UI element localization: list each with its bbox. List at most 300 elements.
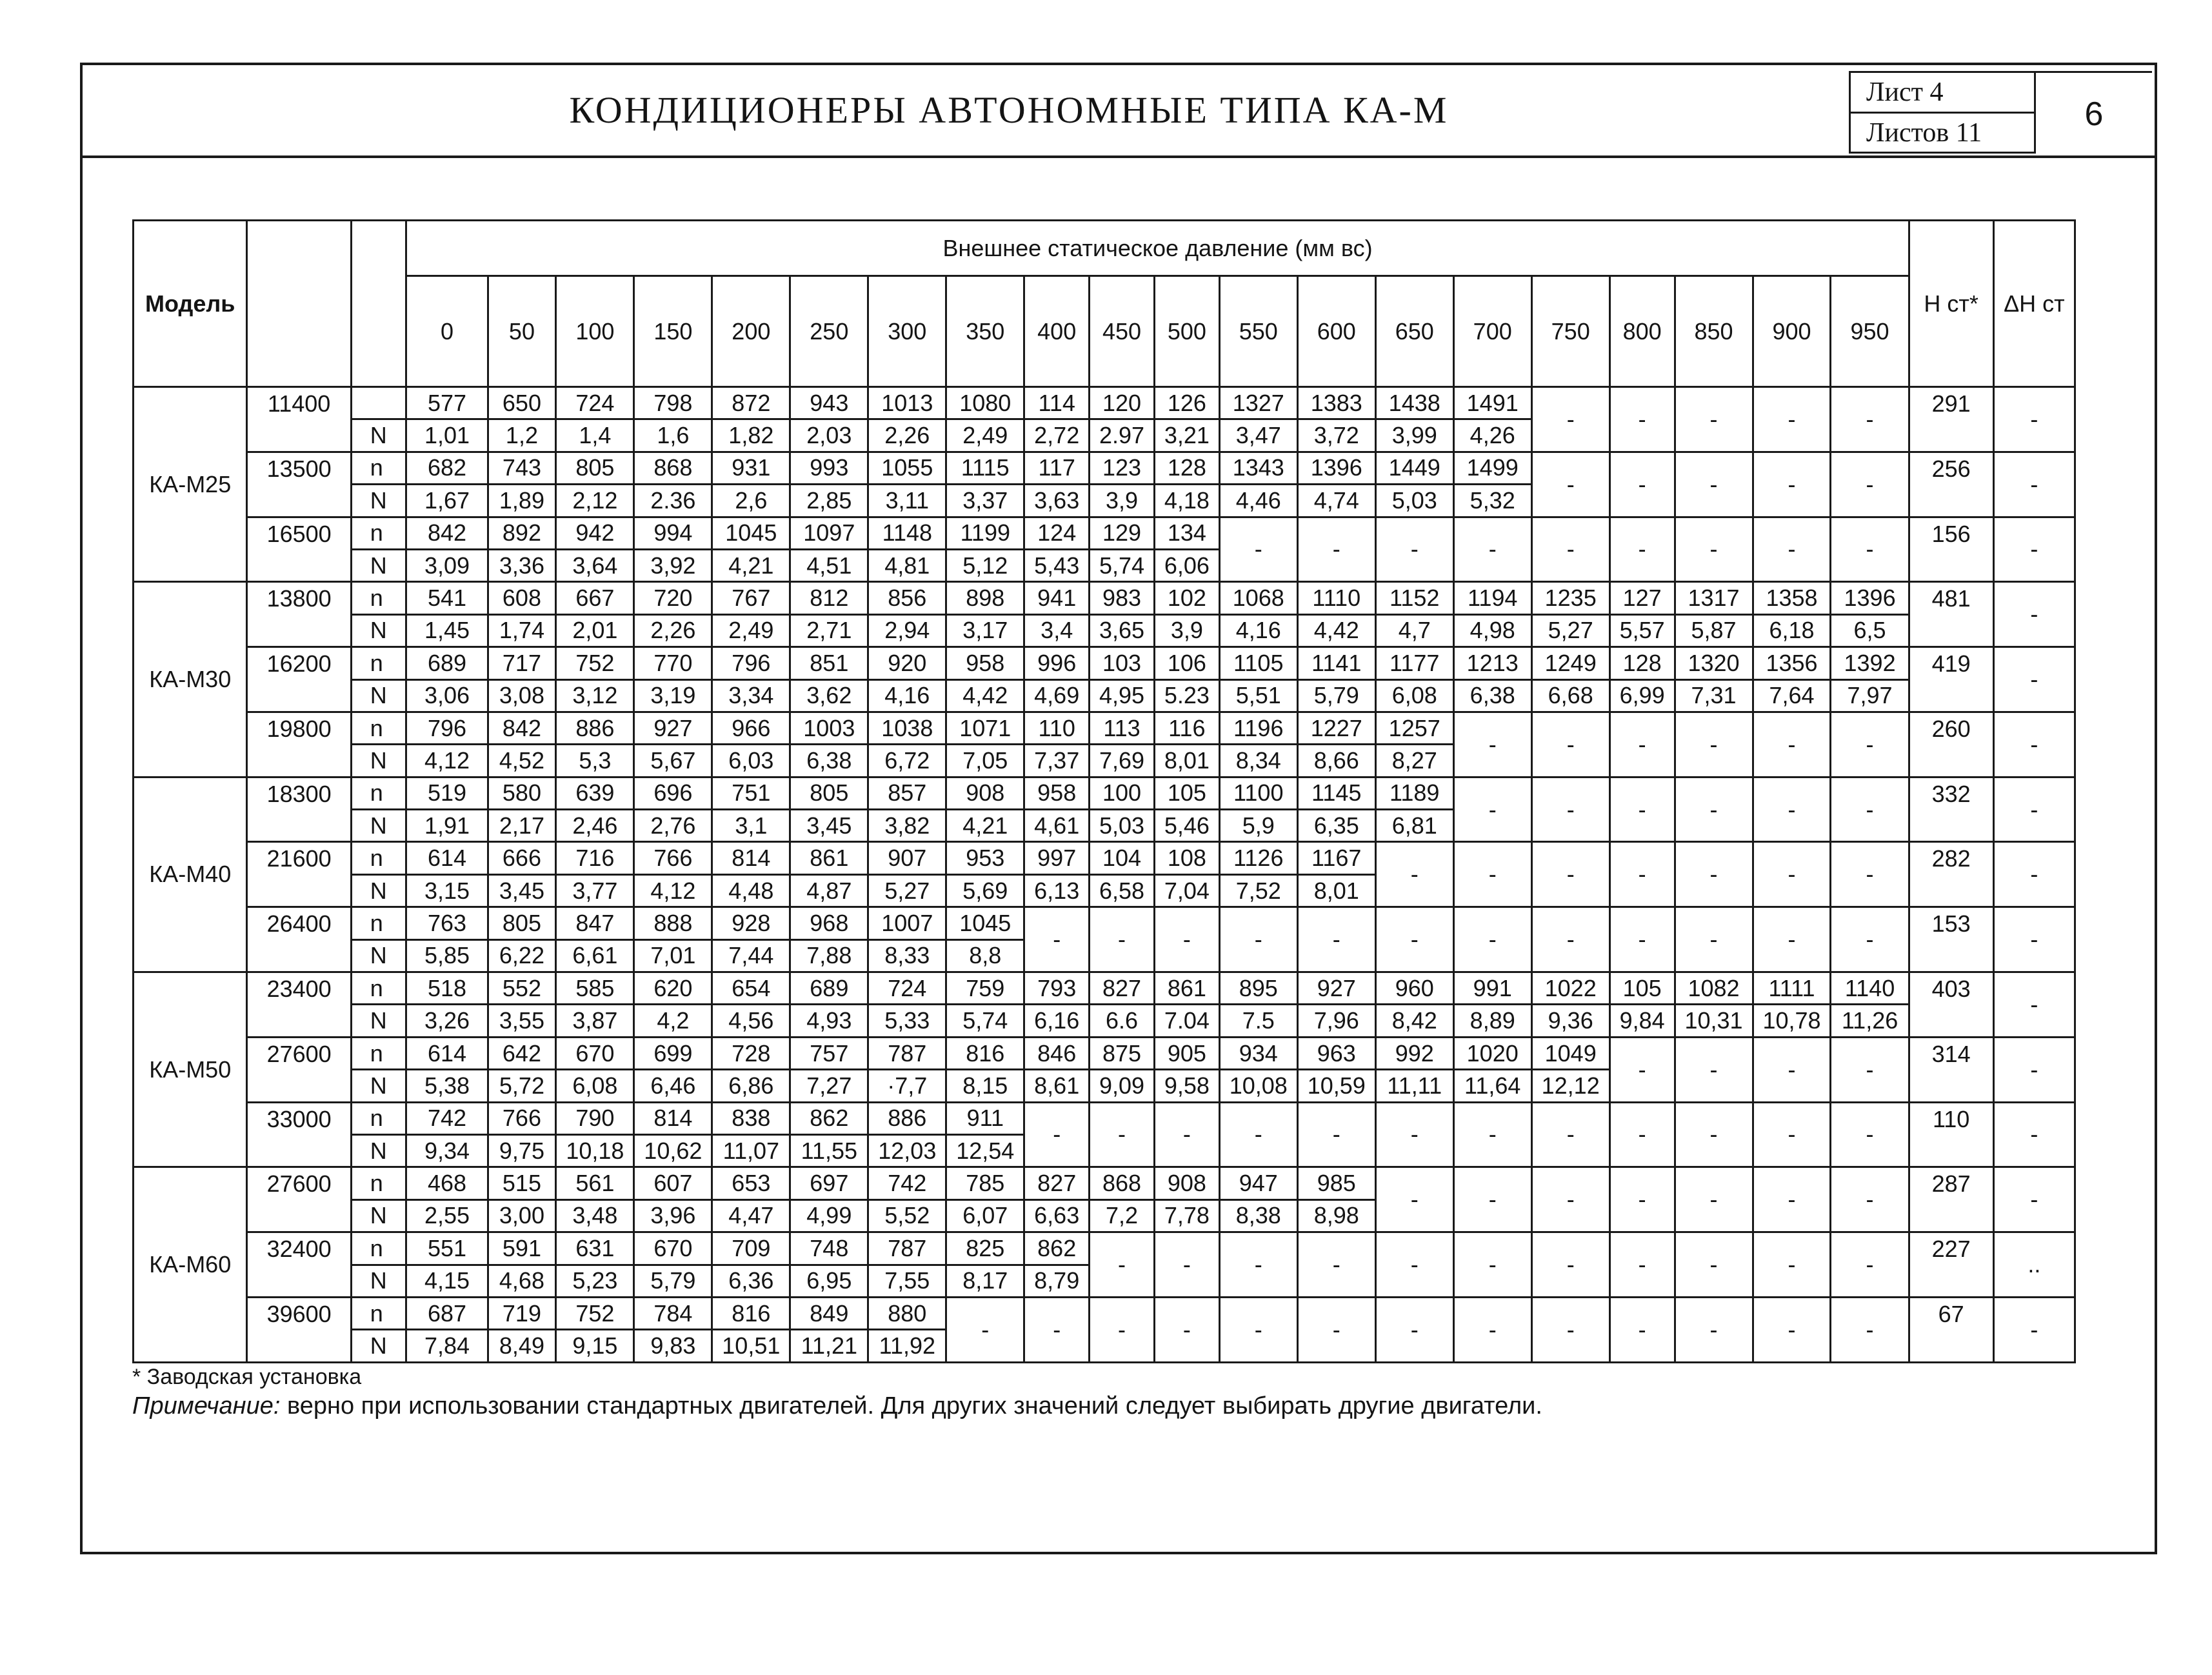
power-value-cell: 4,95 (1090, 679, 1155, 712)
empty-value-cell: - (1609, 452, 1675, 517)
rpm-value-cell: 1196 (1219, 712, 1297, 744)
rpm-value-cell: 958 (1024, 777, 1090, 809)
power-value-cell: 6,5 (1831, 614, 1909, 647)
rpm-value-cell: 114 (1024, 387, 1090, 419)
unit-label-cell: n (351, 452, 406, 484)
pressure-header-cell: 450 (1090, 276, 1155, 387)
power-value-cell: 3,63 (1024, 485, 1090, 517)
empty-value-cell: - (1675, 777, 1753, 842)
power-value-cell: 5,52 (868, 1199, 946, 1232)
power-value-cell: 4,21 (946, 810, 1024, 842)
power-value-cell: 8,33 (868, 939, 946, 972)
unit-label-cell: N (351, 1199, 406, 1232)
power-value-cell: 3,9 (1090, 485, 1155, 517)
rpm-value-cell: 827 (1024, 1167, 1090, 1199)
power-value-cell: 6,68 (1531, 679, 1609, 712)
power-value-cell: 6,07 (946, 1199, 1024, 1232)
power-value-cell: 7,01 (634, 939, 712, 972)
power-value-cell: 5,33 (868, 1005, 946, 1037)
power-value-cell: 4,15 (406, 1265, 488, 1297)
empty-value-cell: - (1531, 1232, 1609, 1298)
power-value-cell: 5,32 (1453, 485, 1531, 517)
unit-label-cell: n (351, 1037, 406, 1069)
power-value-cell: 3,47 (1219, 419, 1297, 452)
table-row (134, 777, 2075, 809)
table-row (134, 907, 2075, 939)
power-value-cell: 9,34 (406, 1134, 488, 1167)
empty-value-cell: - (1609, 907, 1675, 972)
power-value-cell: 7,55 (868, 1265, 946, 1297)
rpm-value-cell: 947 (1219, 1167, 1297, 1199)
unit-label-cell: n (351, 842, 406, 874)
rpm-value-cell: 1013 (868, 387, 946, 419)
power-value-cell: 6,36 (712, 1265, 790, 1297)
power-value-cell: 2,26 (868, 419, 946, 452)
capacity-cell: 16200 (247, 647, 351, 712)
rpm-value-cell: 842 (488, 712, 556, 744)
power-value-cell: 3,11 (868, 485, 946, 517)
unit-column-header (351, 221, 406, 387)
power-value-cell: 3,12 (556, 679, 634, 712)
empty-value-cell: - (1375, 1167, 1453, 1232)
empty-value-cell: - (1531, 517, 1609, 582)
rpm-value-cell: 856 (868, 582, 946, 614)
rpm-value-cell: 994 (634, 517, 712, 549)
rpm-value-cell: 105 (1154, 777, 1219, 809)
dhst-value-cell: - (1993, 517, 2075, 582)
table-row (134, 647, 2075, 679)
unit-label-cell: N (351, 419, 406, 452)
empty-value-cell: - (1609, 1297, 1675, 1362)
rpm-value-cell: 963 (1297, 1037, 1375, 1069)
power-value-cell: 6,35 (1297, 810, 1375, 842)
note-label: Примечание: (132, 1392, 281, 1419)
empty-value-cell: - (1024, 1297, 1090, 1362)
rpm-value-cell: 127 (1609, 582, 1675, 614)
rpm-value-cell: 816 (946, 1037, 1024, 1069)
empty-value-cell: - (1831, 842, 1909, 907)
rpm-value-cell: 1356 (1753, 647, 1831, 679)
power-value-cell: 5,27 (1531, 614, 1609, 647)
empty-value-cell: - (1609, 777, 1675, 842)
power-value-cell: 6,99 (1609, 679, 1675, 712)
empty-value-cell: - (1831, 1037, 1909, 1102)
empty-value-cell: - (1453, 842, 1531, 907)
power-value-cell: 6,16 (1024, 1005, 1090, 1037)
rpm-value-cell: 631 (556, 1232, 634, 1265)
power-value-cell: 9,36 (1531, 1005, 1609, 1037)
dhst-value-cell: - (1993, 1167, 2075, 1232)
power-value-cell: 7,05 (946, 745, 1024, 777)
empty-value-cell: - (1297, 1297, 1375, 1362)
power-value-cell: 5,03 (1375, 485, 1453, 517)
pressure-header-cell: 550 (1219, 276, 1297, 387)
power-value-cell: 8,01 (1154, 745, 1219, 777)
table-row (134, 614, 2075, 647)
power-value-cell: 4,87 (790, 874, 868, 907)
empty-value-cell: - (1753, 907, 1831, 972)
pressure-header-cell: 500 (1154, 276, 1219, 387)
rpm-value-cell: 687 (406, 1297, 488, 1329)
rpm-value-cell: 862 (790, 1102, 868, 1134)
empty-value-cell: - (1531, 452, 1609, 517)
rpm-value-cell: 124 (1024, 517, 1090, 549)
empty-value-cell: - (1675, 1167, 1753, 1232)
power-value-cell: 3,72 (1297, 419, 1375, 452)
power-value-cell: 3,08 (488, 679, 556, 712)
rpm-value-cell: 682 (406, 452, 488, 484)
power-value-cell: 8,98 (1297, 1199, 1375, 1232)
power-value-cell: 11,64 (1453, 1070, 1531, 1102)
rpm-value-cell: 108 (1154, 842, 1219, 874)
power-value-cell: 9,83 (634, 1330, 712, 1363)
rpm-value-cell: 561 (556, 1167, 634, 1199)
power-value-cell: 5,87 (1675, 614, 1753, 647)
empty-value-cell: - (1753, 387, 1831, 452)
power-value-cell: 1,45 (406, 614, 488, 647)
rpm-value-cell: 992 (1375, 1037, 1453, 1069)
empty-value-cell: - (1609, 1232, 1675, 1298)
rpm-value-cell: 1177 (1375, 647, 1453, 679)
empty-value-cell: - (1219, 1232, 1297, 1298)
rpm-value-cell: 787 (868, 1232, 946, 1265)
rpm-value-cell: 607 (634, 1167, 712, 1199)
empty-value-cell: - (1453, 517, 1531, 582)
rpm-value-cell: 997 (1024, 842, 1090, 874)
empty-value-cell: - (1090, 907, 1155, 972)
rpm-value-cell: 942 (556, 517, 634, 549)
rpm-value-cell: 1055 (868, 452, 946, 484)
unit-label-cell: n (351, 1102, 406, 1134)
power-value-cell: 5,79 (1297, 679, 1375, 712)
rpm-value-cell: 991 (1453, 972, 1531, 1005)
empty-value-cell: - (1453, 1297, 1531, 1362)
rpm-value-cell: 1327 (1219, 387, 1297, 419)
rpm-value-cell: 796 (712, 647, 790, 679)
rpm-value-cell: 1110 (1297, 582, 1375, 614)
empty-value-cell: - (1453, 1232, 1531, 1298)
power-value-cell: 5,43 (1024, 549, 1090, 581)
power-value-cell: 10,51 (712, 1330, 790, 1363)
empty-value-cell: - (1453, 1167, 1531, 1232)
pressure-header-cell: 900 (1753, 276, 1831, 387)
rpm-value-cell: 1020 (1453, 1037, 1531, 1069)
unit-label-cell: N (351, 679, 406, 712)
capacity-cell: 18300 (247, 777, 351, 842)
rpm-value-cell: 814 (712, 842, 790, 874)
empty-value-cell: - (1831, 1167, 1909, 1232)
power-value-cell: 5,23 (556, 1265, 634, 1297)
power-value-cell: 3,4 (1024, 614, 1090, 647)
table-row (134, 1167, 2075, 1199)
rpm-value-cell: 103 (1090, 647, 1155, 679)
table-row (134, 712, 2075, 744)
rpm-value-cell: 129 (1090, 517, 1155, 549)
power-value-cell: 4,48 (712, 874, 790, 907)
power-value-cell: 4,99 (790, 1199, 868, 1232)
dhst-value-cell: - (1993, 1297, 2075, 1362)
power-value-cell: 8,66 (1297, 745, 1375, 777)
power-value-cell: 8,8 (946, 939, 1024, 972)
power-value-cell: 3,48 (556, 1199, 634, 1232)
pressure-header-cell: 350 (946, 276, 1024, 387)
unit-label-cell: N (351, 1330, 406, 1363)
model-column-header: Модель (134, 221, 247, 387)
hst-value-cell: 287 (1909, 1167, 1993, 1232)
empty-value-cell: - (1090, 1102, 1155, 1167)
power-value-cell: 5,27 (868, 874, 946, 907)
power-value-cell: 8,79 (1024, 1265, 1090, 1297)
rpm-value-cell: 1499 (1453, 452, 1531, 484)
power-value-cell: 4,12 (406, 745, 488, 777)
unit-label-cell: N (351, 745, 406, 777)
empty-value-cell: - (1753, 1037, 1831, 1102)
rpm-value-cell: 117 (1024, 452, 1090, 484)
dhst-value-cell: - (1993, 582, 2075, 647)
empty-value-cell: - (1753, 1167, 1831, 1232)
hst-value-cell: 419 (1909, 647, 1993, 712)
rpm-value-cell: 888 (634, 907, 712, 939)
empty-value-cell: - (1219, 1297, 1297, 1362)
pressure-header-cell: 950 (1831, 276, 1909, 387)
power-value-cell: 4,51 (790, 549, 868, 581)
rpm-value-cell: 1396 (1297, 452, 1375, 484)
power-value-cell: 10,62 (634, 1134, 712, 1167)
hst-value-cell: 110 (1909, 1102, 1993, 1167)
capacity-cell: 19800 (247, 712, 351, 777)
power-value-cell: 2,94 (868, 614, 946, 647)
power-value-cell: 6,95 (790, 1265, 868, 1297)
empty-value-cell: - (1531, 907, 1609, 972)
rpm-value-cell: 880 (868, 1297, 946, 1329)
table-row (134, 1037, 2075, 1069)
rpm-value-cell: 1045 (712, 517, 790, 549)
rpm-value-cell: 551 (406, 1232, 488, 1265)
rpm-value-cell: 134 (1154, 517, 1219, 549)
rpm-value-cell: 709 (712, 1232, 790, 1265)
rpm-value-cell: 519 (406, 777, 488, 809)
rpm-value-cell: 518 (406, 972, 488, 1005)
unit-label-cell: n (351, 712, 406, 744)
power-value-cell: 3,64 (556, 549, 634, 581)
empty-value-cell: - (1531, 1297, 1609, 1362)
dhst-value-cell: - (1993, 907, 2075, 972)
rpm-value-cell: 724 (868, 972, 946, 1005)
power-value-cell: 6,61 (556, 939, 634, 972)
rpm-value-cell: 1383 (1297, 387, 1375, 419)
performance-table (132, 219, 2076, 1363)
capacity-cell: 21600 (247, 842, 351, 907)
dhst-value-cell: - (1993, 647, 2075, 712)
rpm-value-cell: 1007 (868, 907, 946, 939)
rpm-value-cell: 123 (1090, 452, 1155, 484)
power-value-cell: 8,38 (1219, 1199, 1297, 1232)
power-value-cell: 4,26 (1453, 419, 1531, 452)
table-row (134, 842, 2075, 874)
rpm-value-cell: 1491 (1453, 387, 1531, 419)
rpm-value-cell: 966 (712, 712, 790, 744)
power-value-cell: 8,17 (946, 1265, 1024, 1297)
power-value-cell: 2,71 (790, 614, 868, 647)
empty-value-cell: - (1753, 1297, 1831, 1362)
rpm-value-cell: 719 (488, 1297, 556, 1329)
rpm-value-cell: 724 (556, 387, 634, 419)
rpm-value-cell: 805 (556, 452, 634, 484)
unit-label-cell: N (351, 1265, 406, 1297)
rpm-value-cell: 757 (790, 1037, 868, 1069)
rpm-value-cell: 1022 (1531, 972, 1609, 1005)
empty-value-cell: - (1831, 777, 1909, 842)
power-value-cell: 7,52 (1219, 874, 1297, 907)
empty-value-cell: - (1753, 1232, 1831, 1298)
empty-value-cell: - (1531, 777, 1609, 842)
pressure-header-cell: 650 (1375, 276, 1453, 387)
rpm-value-cell: 875 (1090, 1037, 1155, 1069)
dhst-value-cell: - (1993, 1037, 2075, 1102)
empty-value-cell: - (1831, 1297, 1909, 1362)
rpm-value-cell: 1038 (868, 712, 946, 744)
power-value-cell: 4,61 (1024, 810, 1090, 842)
empty-value-cell: - (1675, 1232, 1753, 1298)
power-value-cell: 2,49 (712, 614, 790, 647)
empty-value-cell: - (1675, 1102, 1753, 1167)
rpm-value-cell: 1449 (1375, 452, 1453, 484)
dhst-value-cell: - (1993, 777, 2075, 842)
power-value-cell: 1,4 (556, 419, 634, 452)
rpm-value-cell: 752 (556, 1297, 634, 1329)
power-value-cell: 8,49 (488, 1330, 556, 1363)
rpm-value-cell: 1003 (790, 712, 868, 744)
rpm-value-cell: 908 (946, 777, 1024, 809)
rpm-value-cell: 1235 (1531, 582, 1609, 614)
empty-value-cell: - (1753, 842, 1831, 907)
power-value-cell: 4,42 (1297, 614, 1375, 647)
capacity-cell: 39600 (247, 1297, 351, 1362)
power-value-cell: 2,12 (556, 485, 634, 517)
empty-value-cell: - (1609, 712, 1675, 777)
rpm-value-cell: 697 (790, 1167, 868, 1199)
rpm-value-cell: 846 (1024, 1037, 1090, 1069)
power-value-cell: 7,2 (1090, 1199, 1155, 1232)
rpm-value-cell: 1082 (1675, 972, 1753, 1005)
rpm-value-cell: 805 (488, 907, 556, 939)
hst-value-cell: 332 (1909, 777, 1993, 842)
power-value-cell: 8,01 (1297, 874, 1375, 907)
power-value-cell: 1,74 (488, 614, 556, 647)
rpm-value-cell: 814 (634, 1102, 712, 1134)
rpm-value-cell: 953 (946, 842, 1024, 874)
unit-label-cell: n (351, 582, 406, 614)
power-value-cell: 2,26 (634, 614, 712, 647)
power-value-cell: 6,72 (868, 745, 946, 777)
empty-value-cell: - (1375, 907, 1453, 972)
power-value-cell: 1,91 (406, 810, 488, 842)
rpm-value-cell: 861 (1154, 972, 1219, 1005)
table-row (134, 1232, 2075, 1265)
power-value-cell: 1,2 (488, 419, 556, 452)
power-value-cell: 9,15 (556, 1330, 634, 1363)
hst-value-cell: 260 (1909, 712, 1993, 777)
power-value-cell: 2,55 (406, 1199, 488, 1232)
rpm-value-cell: 1100 (1219, 777, 1297, 809)
rpm-value-cell: 1068 (1219, 582, 1297, 614)
power-value-cell: 3,45 (790, 810, 868, 842)
empty-value-cell: - (1609, 842, 1675, 907)
pressure-header-cell: 250 (790, 276, 868, 387)
rpm-value-cell: 742 (406, 1102, 488, 1134)
rpm-value-cell: 787 (868, 1037, 946, 1069)
note (132, 1392, 1542, 1420)
rpm-value-cell: 110 (1024, 712, 1090, 744)
unit-label-cell: n (351, 1232, 406, 1265)
rpm-value-cell: 608 (488, 582, 556, 614)
unit-label-cell: n (351, 517, 406, 549)
power-value-cell: 11,55 (790, 1134, 868, 1167)
power-value-cell: 4,98 (1453, 614, 1531, 647)
power-value-cell: 4,16 (868, 679, 946, 712)
sheet-info-box (1849, 71, 2036, 154)
power-value-cell: 6,08 (556, 1070, 634, 1102)
rpm-value-cell: 1152 (1375, 582, 1453, 614)
power-value-cell: 4,21 (712, 549, 790, 581)
rpm-value-cell: 717 (488, 647, 556, 679)
power-value-cell: 8,61 (1024, 1070, 1090, 1102)
power-value-cell: 7,78 (1154, 1199, 1219, 1232)
note-text: верно при использовании стандартных двигателей. Для других значений следует выбирать другие двигатели. (280, 1392, 1542, 1419)
power-value-cell: 7,69 (1090, 745, 1155, 777)
unit-label-cell: N (351, 614, 406, 647)
power-value-cell: 8,34 (1219, 745, 1297, 777)
unit-label-cell: n (351, 777, 406, 809)
sheet-label: Лист 4 (1851, 73, 2034, 114)
rpm-value-cell: 1111 (1753, 972, 1831, 1005)
capacity-cell: 27600 (247, 1167, 351, 1232)
model-cell: КА-М60 (134, 1167, 247, 1363)
power-value-cell: 3,06 (406, 679, 488, 712)
power-value-cell: 6,81 (1375, 810, 1453, 842)
rpm-value-cell: 816 (712, 1297, 790, 1329)
power-value-cell: 6,03 (712, 745, 790, 777)
rpm-value-cell: 934 (1219, 1037, 1297, 1069)
table-row (134, 1102, 2075, 1134)
rpm-value-cell: 1141 (1297, 647, 1375, 679)
capacity-cell: 26400 (247, 907, 351, 972)
rpm-value-cell: 1227 (1297, 712, 1375, 744)
power-value-cell: 1,67 (406, 485, 488, 517)
hst-value-cell: 403 (1909, 972, 1993, 1038)
power-value-cell: 3,45 (488, 874, 556, 907)
rpm-value-cell: 851 (790, 647, 868, 679)
power-value-cell: 2,46 (556, 810, 634, 842)
power-value-cell: 1,01 (406, 419, 488, 452)
rpm-value-cell: 825 (946, 1232, 1024, 1265)
power-value-cell: 4,47 (712, 1199, 790, 1232)
power-value-cell: 5,72 (488, 1070, 556, 1102)
rpm-value-cell: 1396 (1831, 582, 1909, 614)
power-value-cell: 5,74 (946, 1005, 1024, 1037)
power-value-cell: 11,26 (1831, 1005, 1909, 1037)
rpm-value-cell: 928 (712, 907, 790, 939)
rpm-value-cell: 1148 (868, 517, 946, 549)
rpm-value-cell: 793 (1024, 972, 1090, 1005)
rpm-value-cell: 689 (790, 972, 868, 1005)
rpm-value-cell: 927 (1297, 972, 1375, 1005)
power-value-cell: 3,99 (1375, 419, 1453, 452)
title-bar (80, 63, 2157, 158)
empty-value-cell: - (1024, 907, 1090, 972)
power-value-cell: 4,16 (1219, 614, 1297, 647)
power-value-cell: 3,62 (790, 679, 868, 712)
